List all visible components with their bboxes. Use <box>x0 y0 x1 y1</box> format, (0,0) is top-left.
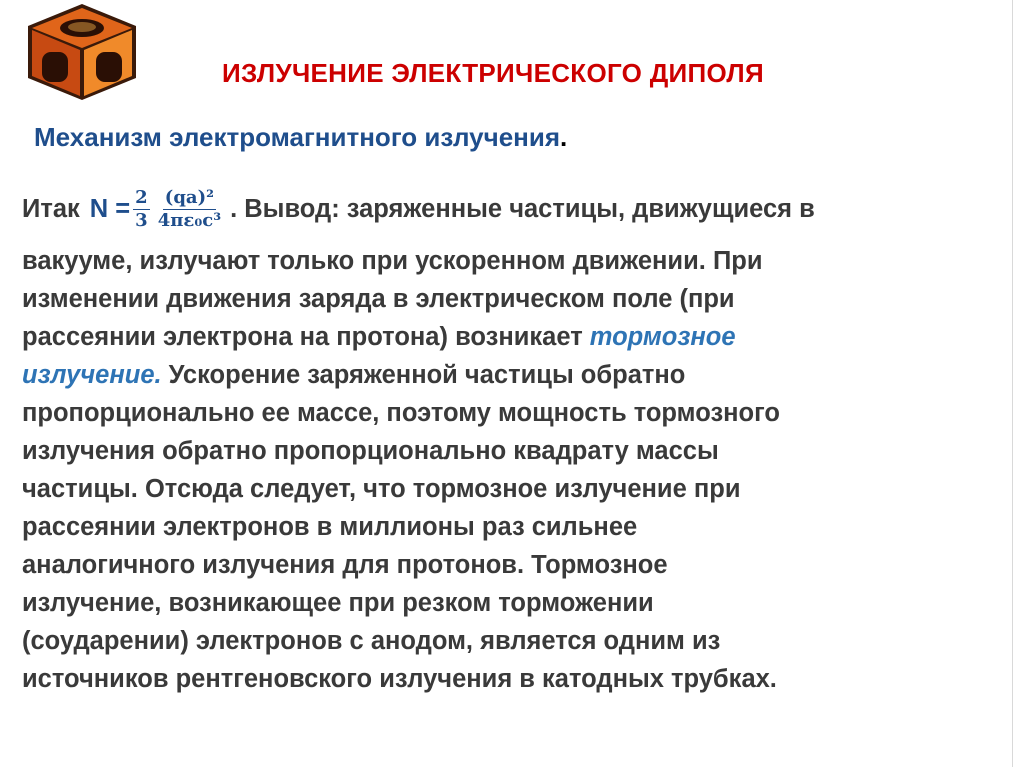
highlight-term-1: тормозное <box>589 323 736 351</box>
radiation-power-formula <box>90 187 226 232</box>
highlight-term-2: излучение. <box>22 361 162 389</box>
coefficient-numerator: 2 <box>135 186 148 208</box>
formula-line-rest: . Вывод: заряженные частицы, движущиеся в <box>230 195 815 223</box>
body-line: (соударении) электронов с анодом, является одним из <box>22 627 721 655</box>
body-line: вакууме, излучают только при ускоренном движении. При <box>22 247 763 275</box>
slide-right-border <box>1012 0 1013 767</box>
formula-symbol: N = <box>89 195 131 223</box>
body-line <box>22 356 997 394</box>
body-line: частицы. Отсюда следует, что тормозное излучение при <box>22 475 741 503</box>
body-line-text: Ускорение заряженной частицы обратно <box>161 361 686 389</box>
subtitle-text: Механизм электромагнитного излучения <box>34 122 561 152</box>
body-line <box>22 318 997 356</box>
slide-title: ИЗЛУЧЕНИЕ ЭЛЕКТРИЧЕСКОГО ДИПОЛЯ <box>222 58 764 88</box>
fraction-denominator: 4πε₀c³ <box>157 209 222 231</box>
body-line-text: рассеянии электрона на протона) возникает <box>22 323 590 351</box>
formula-line <box>22 180 997 238</box>
body-line: аналогичного излучения для протонов. Тормозное <box>22 551 668 579</box>
formula-coefficient <box>133 187 150 232</box>
body-line: излучения обратно пропорционально квадрату массы <box>22 437 719 465</box>
body-line: излучение, возникающее при резком торможении <box>22 589 654 617</box>
body-text <box>22 180 997 698</box>
subtitle-period: . <box>560 122 568 152</box>
cube-logo-icon <box>24 2 140 102</box>
body-line: рассеянии электронов в миллионы раз сильнее <box>22 513 638 541</box>
formula-fraction <box>156 187 223 232</box>
formula-prefix: Итак <box>22 195 80 223</box>
body-line: источников рентгеновского излучения в катодных трубках. <box>22 665 777 693</box>
fraction-numerator: (qa)² <box>164 186 214 208</box>
body-line: изменении движения заряда в электрическом поле (при <box>22 285 735 313</box>
slide-subtitle <box>34 122 567 153</box>
body-line: пропорционально ее массе, поэтому мощность тормозного <box>22 399 780 427</box>
coefficient-denominator: 3 <box>135 209 148 231</box>
